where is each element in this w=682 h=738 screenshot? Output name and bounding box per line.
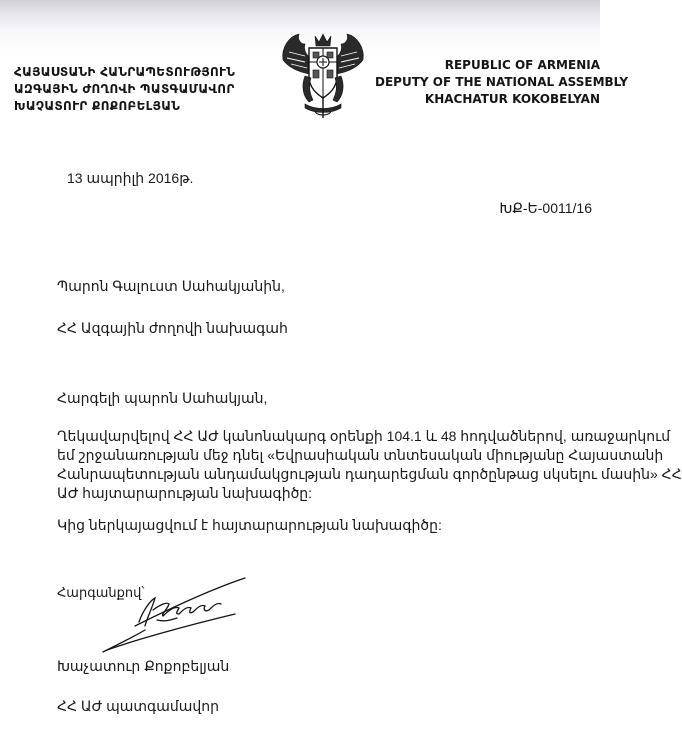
reference-number: ԽՔ-Ե-0011/16 [499,200,592,216]
header-left-line-3: ԽԱՉԱՏՈՒՐ ՔՈՔՈԲԵԼՅԱՆ [14,99,181,113]
header-right-line-2: DEPUTY OF THE NATIONAL ASSEMBLY [375,75,629,89]
salutation: Հարգելի պարոն Սահակյան, [57,390,268,406]
header-left-line-1: ՀԱՅԱՍՏԱՆԻ ՀԱՆՐԱՊԵՏՈՒԹՅՈՒՆ [14,65,236,79]
header-english [375,57,629,108]
closing-regards: Հարգանքով՝ [57,585,145,600]
attachment-note: Կից ներկայացվում է հայտարարության նախագիծը: [57,517,442,533]
body-paragraph [57,427,682,503]
body-line-2: եմ շրջանառության մեջ դնել «Եվրասիական տնտեսական միությանը Հայաստանի [57,447,664,463]
signer-position: ՀՀ ԱԺ պատգամավոր [57,698,219,714]
letter-date: 13 ապրիլի 2016թ. [67,170,194,186]
signature-icon [95,570,255,660]
addressee-title: ՀՀ Ազգային ժողովի նախագահ [57,320,288,336]
body-line-1: Ղեկավարվելով ՀՀ ԱԺ կանոնակարգ օրենքի 104.1 և 48 հոդվածներով, առաջարկում [57,428,671,444]
body-line-4: ԱԺ հայտարարության նախագիծը: [57,485,313,501]
signer-name: Խաչատուր Քոքոբելյան [57,658,230,674]
body-line-3: Հանրապետության անդամակցության դադարեցման գործընթաց սկսելու մասին» ՀՀ [57,466,682,482]
header-right-line-1: REPUBLIC OF ARMENIA [444,58,600,72]
header-armenian [14,64,235,115]
addressee-name: Պարոն Գալուստ Սահակյանին, [57,278,285,294]
coat-of-arms-icon [275,30,371,120]
header-right-line-3: KHACHATUR KOKOBELYAN [424,92,600,106]
header-left-line-2: ԱԶԳԱՅԻՆ ԺՈՂՈՎԻ ՊԱՏԳԱՄԱՎՈՐ [14,82,235,96]
